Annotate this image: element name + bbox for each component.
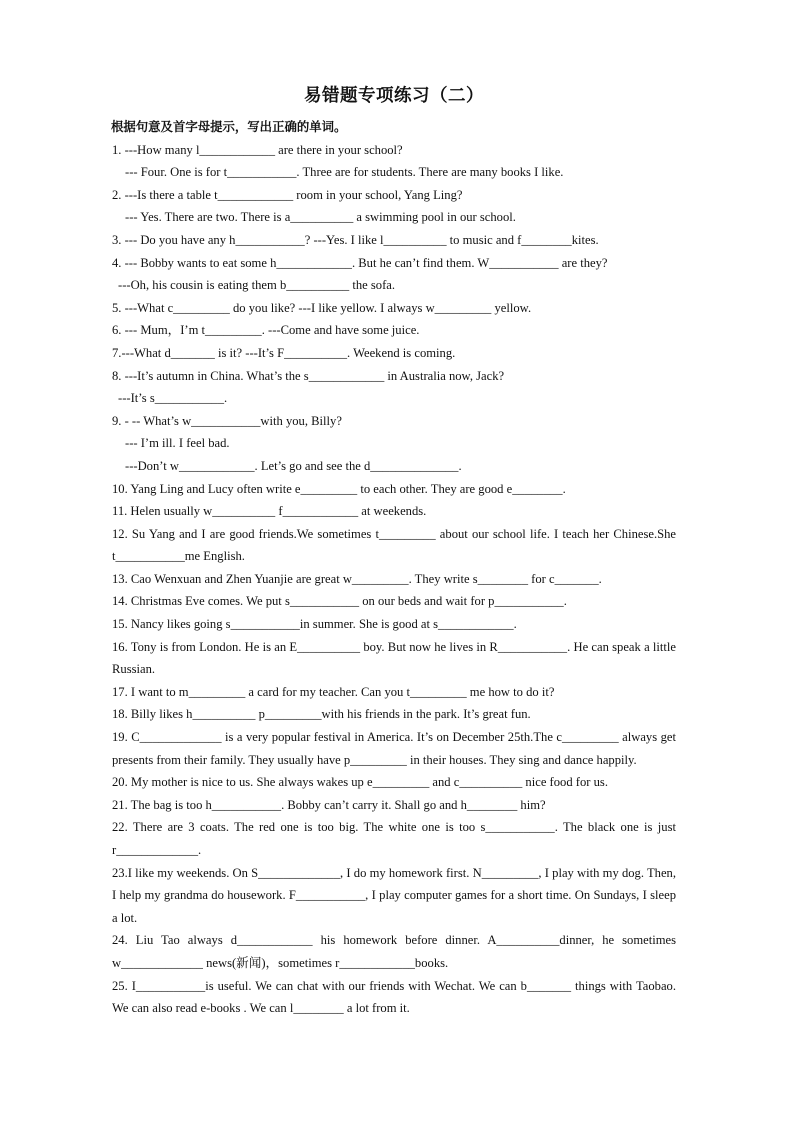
question-2-line: 2. ---Is there a table t____________ room in your school, Yang Ling? xyxy=(112,187,463,202)
question-23-paragraph: 23.I like my weekends. On S_____________, I do my homework first. N_________, I play with my dog. Then, I help my grandma do housework. F___________, I play computer games for a short time. On Sundays, I sleep a lot. xyxy=(112,865,676,925)
question-24-paragraph: 24. Liu Tao always d____________ his homework before dinner. A__________dinner, he sometimes w_____________ news(新闻)，sometimes r____________books. xyxy=(112,933,676,970)
question-11-line: 11. Helen usually w__________ f____________ at weekends. xyxy=(112,504,427,519)
question-20-line: 20. My mother is nice to us. She always wakes up e_________ and c__________ nice food for us. xyxy=(112,775,608,790)
question-4-answer-line: ---Oh, his cousin is eating them b__________ the sofa. xyxy=(118,278,396,293)
question-8-line: 8. ---It’s autumn in China. What’s the s____________ in Australia now, Jack? xyxy=(112,368,505,383)
question-10-line: 10. Yang Ling and Lucy often write e_________ to each other. They are good e________. xyxy=(112,481,566,496)
question-12-paragraph: 12. Su Yang and I are good friends.We sometimes t_________ about our school life. I teach her Chinese.She t___________me English. xyxy=(112,526,676,564)
question-13-line: 13. Cao Wenxuan and Zhen Yuanjie are great w_________. They write s________ for c_______. xyxy=(112,571,602,586)
question-17-line: 17. I want to m_________ a card for my teacher. Can you t_________ me how to do it? xyxy=(112,684,555,699)
worksheet-page xyxy=(112,82,676,1020)
question-9-line: 9. - -- What’s w___________with you, Billy? xyxy=(112,413,342,428)
question-9-reply-line: --- I’m ill. I feel bad. xyxy=(125,436,230,451)
question-16-paragraph: 16. Tony is from London. He is an E__________ boy. But now he lives in R___________. He can speak a little Russian. xyxy=(112,639,676,677)
instruction-text: 根据句意及首字母提示，写出正确的单词。 xyxy=(111,119,347,134)
question-1-answer-line: --- Four. One is for t___________. Three are for students. There are many books I like. xyxy=(125,165,564,180)
question-18-line: 18. Billy likes h__________ p_________with his friends in the park. It’s great fun. xyxy=(112,707,531,722)
question-15-line: 15. Nancy likes going s___________in summer. She is good at s____________. xyxy=(112,617,517,632)
question-5-line: 5. ---What c_________ do you like? ---I like yellow. I always w_________ yellow. xyxy=(112,300,532,315)
question-22-paragraph: 22. There are 3 coats. The red one is too big. The white one is too s___________. The black one is just r_____________. xyxy=(112,820,676,857)
question-4-line: 4. --- Bobby wants to eat some h____________. But he can’t find them. W___________ are they? xyxy=(112,255,608,270)
question-25-paragraph: 25. I___________is useful. We can chat with our friends with Wechat. We can b_______ things with Taobao. We can also read e-books . We can l________ a lot from it. xyxy=(112,978,676,1016)
question-9-answer-line: ---Don’t w____________. Let’s go and see the d______________. xyxy=(125,458,462,473)
question-6-line: 6. --- Mum，I’m t_________. ---Come and have some juice. xyxy=(112,323,420,338)
question-8-answer-line: ---It’s s___________. xyxy=(118,391,228,406)
question-21-line: 21. The bag is too h___________. Bobby can’t carry it. Shall go and h________ him? xyxy=(112,797,546,812)
question-14-line: 14. Christmas Eve comes. We put s___________ on our beds and wait for p___________. xyxy=(112,594,567,609)
question-3-line: 3. --- Do you have any h___________? ---Yes. I like l__________ to music and f________kites. xyxy=(112,232,599,247)
question-19-paragraph: 19. C_____________ is a very popular festival in America. It’s on December 25th.The c_________ always get presents from their family. They usually have p_________ in their houses. They sing and dance happily. xyxy=(112,730,676,767)
page-title: 易错题专项练习（二） xyxy=(304,86,484,106)
question-1-line: 1. ---How many l____________ are there in your school? xyxy=(112,142,403,157)
question-2-answer-line: --- Yes. There are two. There is a__________ a swimming pool in our school. xyxy=(125,210,516,225)
question-7-line: 7.---What d_______ is it? ---It’s F__________. Weekend is coming. xyxy=(112,345,456,360)
